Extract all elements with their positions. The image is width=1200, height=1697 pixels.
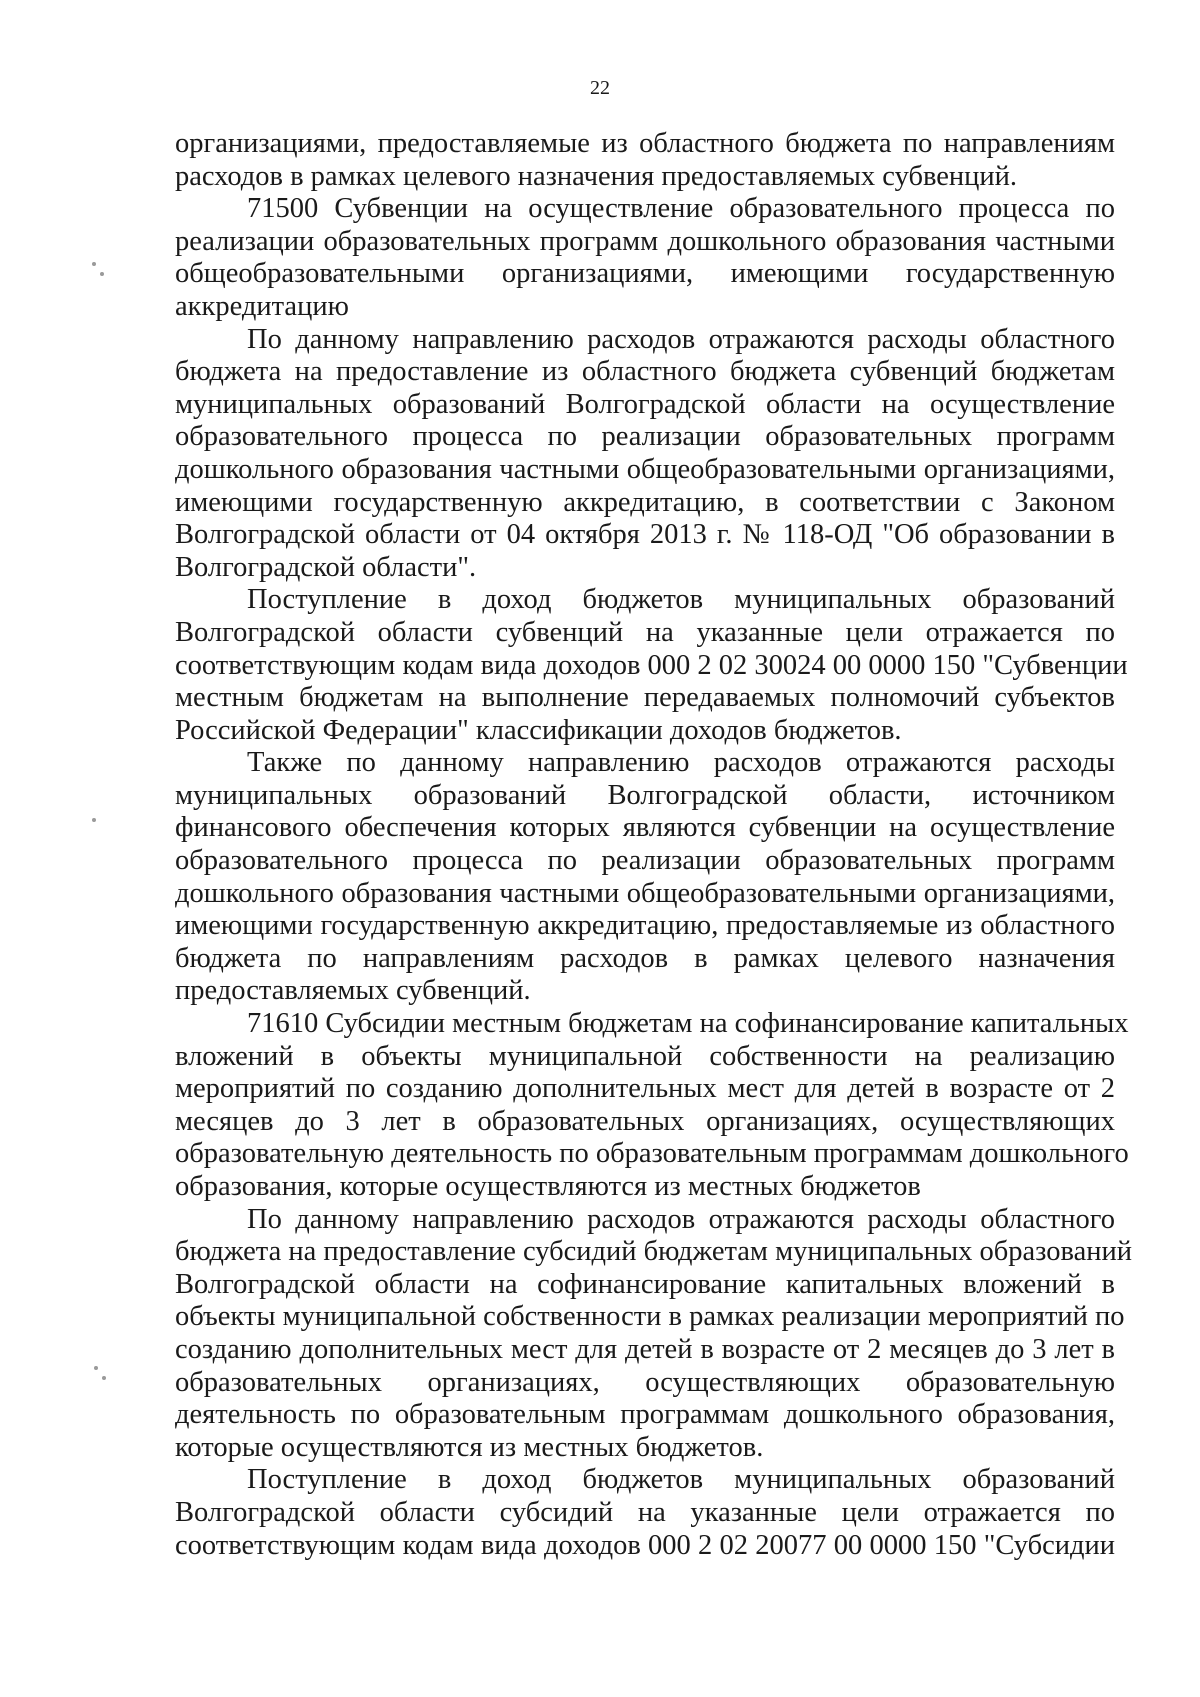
text-line: финансового обеспечения которых являются субвенции на осуществление (175, 812, 1115, 844)
text-line: дошкольного образования частными общеобразовательными организациями, (175, 453, 1115, 485)
text-line: расходов в рамках целевого назначения предоставляемых субвенций. (175, 160, 1018, 192)
text-line: Волгоградской области на софинансирование капитальных вложений в (175, 1268, 1115, 1300)
text-line: Поступление в доход бюджетов муниципальных образований (247, 584, 1115, 616)
text-line: предоставляемых субвенций. (175, 975, 531, 1007)
text-line: По данному направлению расходов отражаются расходы областного (247, 323, 1115, 355)
text-line: образования, которые осуществляются из местных бюджетов (175, 1171, 921, 1202)
text-line: По данному направлению расходов отражаются расходы областного (247, 1203, 1115, 1235)
document-body (175, 128, 1133, 1562)
text-line: образовательную деятельность по образовательным программам дошкольного (175, 1138, 1129, 1170)
text-line: имеющими государственную аккредитацию, в соответствии с Законом (175, 486, 1115, 518)
text-line: образовательного процесса по реализации образовательных программ (175, 421, 1115, 453)
text-line: бюджета по направлениям расходов в рамках целевого назначения (175, 942, 1115, 974)
text-line: Российской Федерации" классификации доходов бюджетов. (175, 714, 902, 746)
text-line: месяцев до 3 лет в образовательных организациях, осуществляющих (175, 1105, 1115, 1137)
text-line: общеобразовательными организациями, имеющими государственную (175, 258, 1115, 290)
text-line: имеющими государственную аккредитацию, предоставляемые из областного (175, 910, 1115, 942)
scan-speck (102, 1376, 106, 1380)
text-line: аккредитацию (175, 290, 349, 322)
text-line: местным бюджетам на выполнение передаваемых полномочий субъектов (175, 682, 1115, 714)
text-line: Волгоградской области от 04 октября 2013 г. № 118-ОД "Об образовании в (175, 519, 1115, 551)
text-line: образовательного процесса по реализации образовательных программ (175, 845, 1115, 877)
scan-speck (92, 262, 96, 266)
text-line: 71500 Субвенции на осуществление образовательного процесса по (247, 193, 1115, 225)
text-line: Волгоградской области субсидий на указанные цели отражается по (175, 1496, 1115, 1528)
text-line: вложений в объекты муниципальной собственности на реализацию (175, 1040, 1115, 1072)
page-number: 22 (590, 77, 610, 99)
text-line: бюджета на предоставление из областного бюджета субвенций бюджетам (175, 356, 1115, 388)
text-line: соответствующим кодам вида доходов 000 2 02 20077 00 0000 150 "Субсидии (175, 1529, 1115, 1561)
text-line: Также по данному направлению расходов отражаются расходы (247, 747, 1115, 779)
text-line: бюджета на предоставление субсидий бюджетам муниципальных образований (175, 1236, 1133, 1268)
text-line: соответствующим кодам вида доходов 000 2 02 30024 00 0000 150 "Субвенции (175, 649, 1128, 681)
text-line: реализации образовательных программ дошкольного образования частными (175, 225, 1115, 257)
scan-speck (94, 1366, 98, 1370)
text-line: деятельность по образовательным программам дошкольного образования, (175, 1399, 1115, 1431)
text-line: 71610 Субсидии местным бюджетам на софинансирование капитальных (247, 1008, 1129, 1040)
text-line: дошкольного образования частными общеобразовательными организациями, (175, 877, 1115, 909)
text-line: созданию дополнительных мест для детей в возрасте от 2 месяцев до 3 лет в (175, 1333, 1115, 1365)
text-line: объекты муниципальной собственности в рамках реализации мероприятий по (175, 1301, 1125, 1333)
text-line: мероприятий по созданию дополнительных мест для детей в возрасте от 2 (175, 1073, 1115, 1105)
scan-speck (100, 272, 104, 276)
text-line: которые осуществляются из местных бюджетов. (175, 1431, 764, 1463)
text-line: Волгоградской области субвенций на указанные цели отражается по (175, 616, 1115, 648)
scan-speck (92, 818, 96, 822)
text-line: Поступление в доход бюджетов муниципальных образований (247, 1464, 1115, 1496)
text-line: Волгоградской области". (175, 551, 477, 583)
text-line: муниципальных образований Волгоградской области на осуществление (175, 388, 1115, 420)
text-line: муниципальных образований Волгоградской области, источником (175, 779, 1115, 811)
text-line: образовательных организациях, осуществляющих образовательную (175, 1366, 1115, 1398)
text-line: организациями, предоставляемые из областного бюджета по направлениям (175, 128, 1115, 159)
